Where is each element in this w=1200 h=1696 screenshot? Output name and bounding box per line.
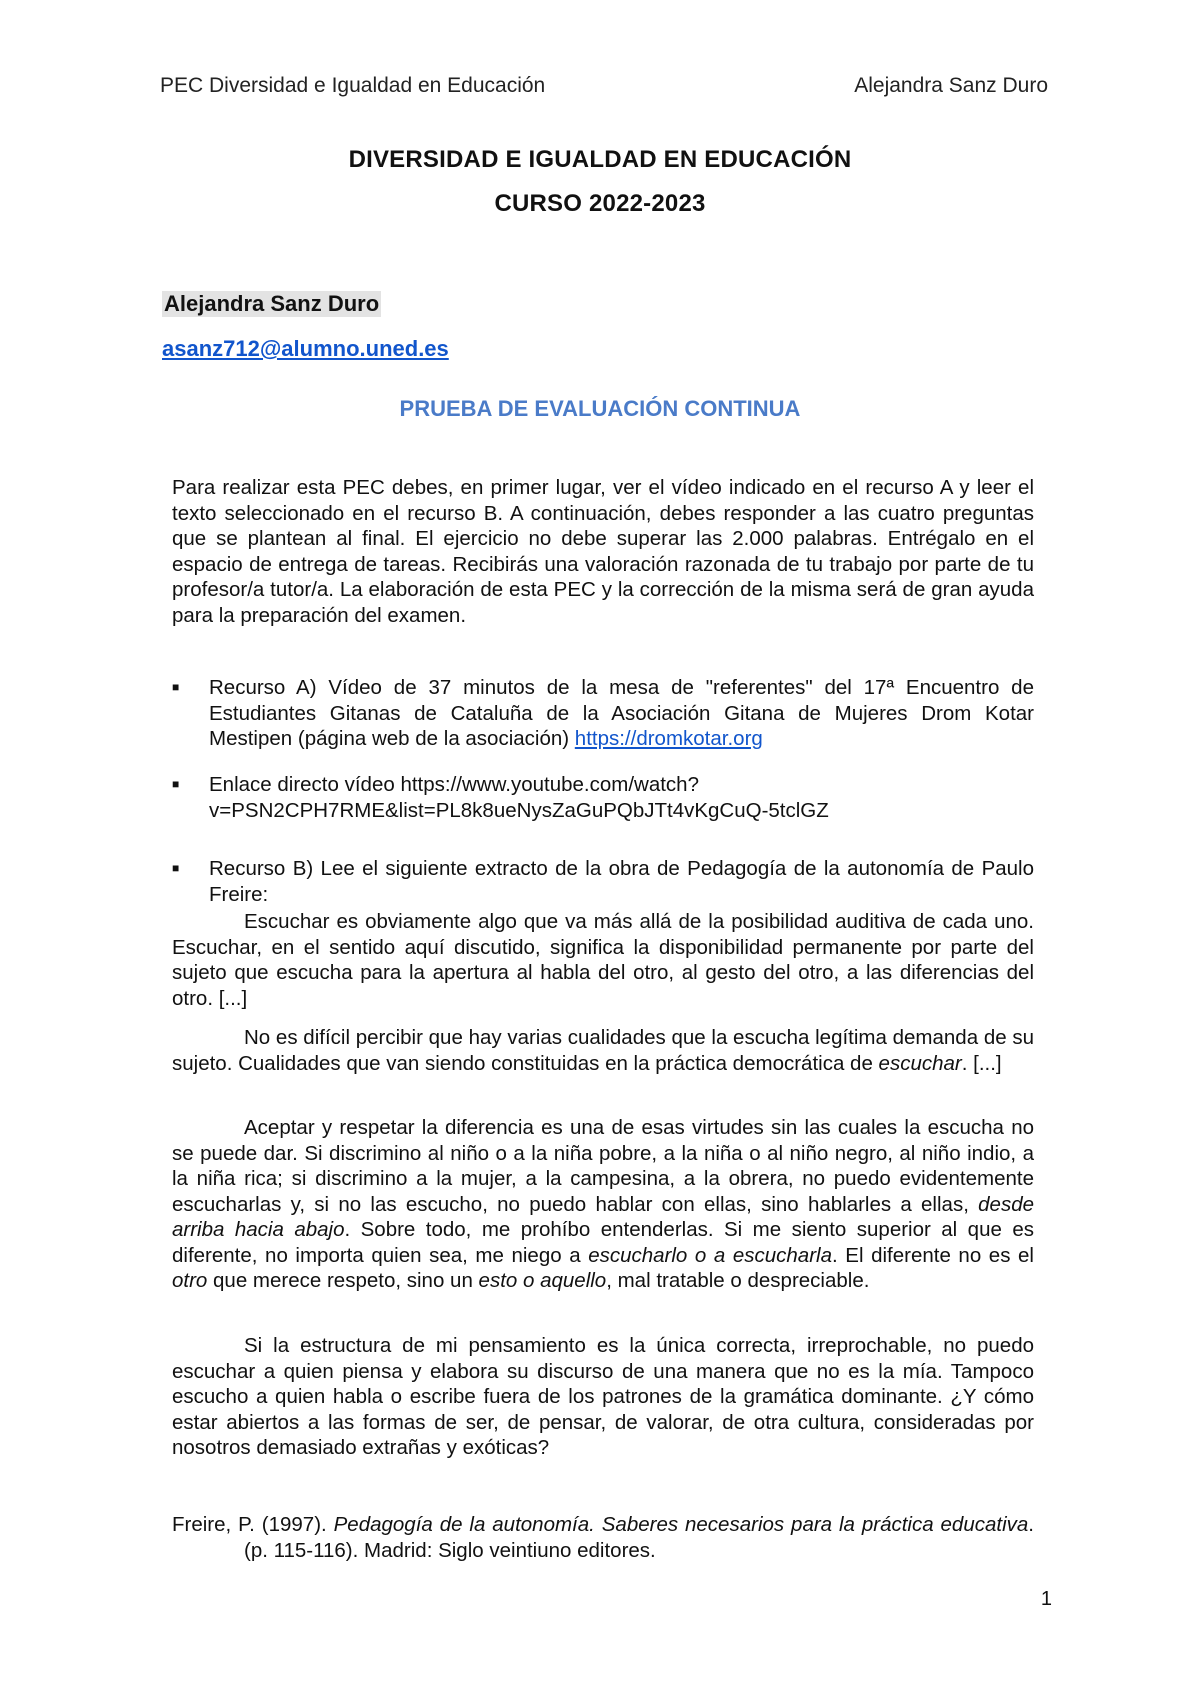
video-link-line1[interactable]: Enlace directo vídeo https://www.youtube.com/watch? [209, 773, 699, 796]
section-subtitle: PRUEBA DE EVALUACIÓN CONTINUA [399, 396, 801, 421]
quote-p3-text-e: , mal tratable o despreciable. [606, 1269, 870, 1292]
quote-p2-emphasis: escuchar [878, 1051, 962, 1075]
quote-p2-text: No es difícil percibir que hay varias cualidades que la escucha legítima demanda de su sujeto. Cualidades que van siendo constituidas en la práctica democrática de [172, 1026, 1034, 1075]
bullet-recurso-b [172, 856, 1034, 907]
header-course-title: PEC Diversidad e Igualdad en Educación [160, 74, 546, 97]
quote-p1-text: Escuchar es obviamente algo que va más allá de la posibilidad auditiva de cada uno. Escuchar, en el sentido aquí discutido, significa la disponibilidad permanente por parte del sujeto que escucha para la apertura al habla del otro, al gesto del otro, a las diferencias del otro. [...] [172, 910, 1034, 1010]
document-course-year: CURSO 2022-2023 [494, 190, 706, 217]
recurso-b-text: Recurso B) Lee el siguiente extracto de la obra de Pedagogía de la autonomía de Paulo Freire: [209, 857, 1034, 906]
quote-p3-text-a: Aceptar y respetar la diferencia es una de esas virtudes sin las cuales la escucha no se puede dar. Si discrimino al niño o a la niña pobre, a la niña o al niño negro, al niño indio, a la niña rica; si discrimino a la mujer, a la campesina, a la obrera, no puedo evidentemente escucharlas y, si no las escucho, no puedo hablar con ellas, sino hablarles a ellas, [172, 1116, 1034, 1216]
reference-details: . (p. 115-116). Madrid: Siglo veintiuno editores. [244, 1513, 1034, 1562]
quote-paragraph-4 [172, 1333, 1034, 1461]
bullet-recurso-a [172, 675, 1034, 752]
page-number: 1 [1040, 1588, 1052, 1610]
quote-p3-text-b: . Sobre todo, me prohíbo entenderlas. Si me siento superior al que es diferente, no importa quien sea, me niego a [172, 1218, 1034, 1267]
intro-paragraph: Para realizar esta PEC debes, en primer lugar, ver el vídeo indicado en el recurso A y leer el texto seleccionado en el recurso B. A continuación, debes responder a las cuatro preguntas que se plantean al final. El ejercicio no debe superar las 2.000 palabras. Entrégalo en el espacio de entrega de tareas. Recibirás una valoración razonada de tu trabajo por parte de tu profesor/a tutor/a. La elaboración de esta PEC y la corrección de la misma será de gran ayuda para la preparación del examen. [172, 476, 1034, 627]
bibliographic-reference [172, 1512, 1034, 1563]
header-author: Alejandra Sanz Duro [854, 74, 1048, 97]
bullet-video-link [172, 772, 1034, 823]
video-link-line2[interactable]: v=PSN2CPH7RME&list=PL8k8ueNysZaGuPQbJTt4vKgCuQ-5tclGZ [209, 798, 829, 822]
quote-p2-end: . [...] [961, 1051, 1002, 1075]
quote-paragraph-3 [172, 1115, 1034, 1294]
quote-paragraph-1 [172, 909, 1034, 1011]
author-email-link[interactable]: asanz712@alumno.uned.es [162, 336, 449, 361]
quote-p3-emphasis-1: desde arriba hacia abajo [172, 1192, 1034, 1241]
quote-p3-text-d: que merece respeto, sino un [207, 1269, 479, 1292]
quote-p3-emphasis-2: escucharlo o a escucharla [588, 1243, 832, 1267]
bullet-square-icon: ■ [172, 777, 180, 791]
quote-p4-text: Si la estructura de mi pensamiento es la única correcta, irreprochable, no puedo escuchar a quien piensa y elabora su discurso de una manera que no es la mía. Tampoco escucho a quien habla o escribe fuera de los patrones de la gramática dominante. ¿Y cómo estar abiertos a las formas de ser, de pensar, de valorar, de otra cultura, consideradas por nosotros demasiado extrañas y exóticas? [172, 1334, 1034, 1459]
quote-paragraph-2 [172, 1025, 1034, 1076]
quote-p3-emphasis-4: esto o aquello [478, 1269, 607, 1292]
dromkotar-link[interactable]: https://dromkotar.org [574, 727, 763, 750]
quote-p3-text-c: . El diferente no es el [832, 1243, 1034, 1267]
page-header [160, 74, 1048, 104]
bullet-square-icon: ■ [172, 861, 180, 875]
reference-title: Pedagogía de la autonomía. Saberes necesarios para la práctica educativa [333, 1513, 1029, 1536]
document-title: DIVERSIDAD E IGUALDAD EN EDUCACIÓN [348, 146, 852, 173]
author-name: Alejandra Sanz Duro [164, 291, 380, 316]
recurso-a-text: Recurso A) Vídeo de 37 minutos de la mesa de "referentes" del 17ª Encuentro de Estudiantes Gitanas de Cataluña de la Asociación Gitana de Mujeres Drom Kotar Mestipen (página web de la asociación) [209, 676, 1034, 750]
quote-p3-emphasis-3: otro [172, 1269, 208, 1292]
reference-author: Freire, P. (1997). [172, 1513, 334, 1536]
bullet-square-icon: ■ [172, 680, 180, 694]
